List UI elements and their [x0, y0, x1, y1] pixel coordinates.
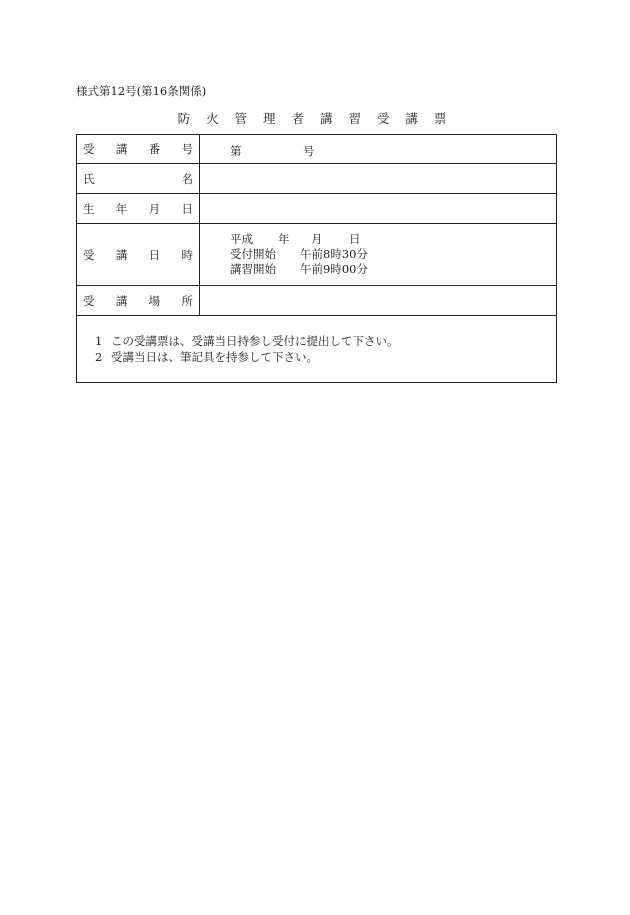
- label-char: 番: [148, 142, 161, 156]
- day-unit: 日: [349, 232, 361, 246]
- label-char: 氏: [83, 171, 95, 186]
- label-char: 日: [148, 247, 161, 262]
- lecture-start-time: 午前9時00分: [300, 262, 368, 276]
- label-char: 受: [83, 142, 95, 156]
- month-unit: 月: [311, 232, 323, 246]
- label-char: 時: [181, 247, 193, 262]
- row-attendance-number: [77, 135, 557, 164]
- label-char: 所: [181, 293, 193, 308]
- label-birth-date: [77, 194, 200, 224]
- document-title: 防 火 管 理 者 講 習 受 講 票: [177, 111, 453, 126]
- row-attendance-place: [77, 286, 557, 316]
- reception-start-line: [230, 247, 556, 262]
- note-number: 2: [95, 350, 103, 364]
- lecture-start-line: [230, 262, 556, 277]
- field-attendance-place[interactable]: [200, 286, 557, 316]
- label-char: 号: [181, 142, 193, 156]
- reception-start-label: 受付開始: [230, 247, 276, 261]
- label-char: 講: [115, 142, 128, 156]
- label-attendance-place: [77, 286, 200, 316]
- row-birth-date: [77, 194, 557, 224]
- number-prefix: 第: [230, 144, 242, 158]
- note-item: [95, 349, 556, 365]
- label-name: [77, 164, 200, 194]
- note-text: この受講票は、受講当日持参し受付に提出して下さい。: [111, 334, 399, 348]
- label-char: 月: [148, 201, 161, 216]
- label-char: 日: [181, 201, 193, 216]
- row-notes: [77, 316, 557, 383]
- note-text: 受講当日は、筆記具を持参して下さい。: [111, 350, 318, 364]
- number-suffix: 号: [303, 144, 315, 158]
- label-char: 生: [83, 201, 95, 216]
- field-birth-date[interactable]: [200, 194, 557, 224]
- note-number: 1: [95, 334, 103, 348]
- field-attendance-datetime[interactable]: [200, 224, 557, 286]
- label-char: 受: [83, 247, 95, 262]
- year-unit: 年: [278, 232, 290, 246]
- reception-start-time: 午前8時30分: [300, 247, 368, 261]
- note-item: [95, 333, 556, 349]
- label-char: 受: [83, 293, 95, 308]
- row-name: [77, 164, 557, 194]
- lecture-start-label: 講習開始: [230, 262, 276, 276]
- date-line: [230, 232, 556, 247]
- form-reference: 様式第12号(第16条関係): [76, 84, 207, 98]
- field-attendance-number[interactable]: [200, 135, 557, 164]
- notes-cell: [77, 316, 557, 383]
- label-char: 講: [115, 293, 128, 308]
- label-char: 場: [148, 293, 161, 308]
- label-char: 年: [115, 201, 128, 216]
- label-char: 講: [115, 247, 128, 262]
- row-attendance-datetime: [77, 224, 557, 286]
- label-char: 名: [181, 171, 193, 186]
- field-name[interactable]: [200, 164, 557, 194]
- era-name: 平成: [230, 232, 253, 246]
- label-attendance-datetime: [77, 224, 200, 286]
- label-attendance-number: [77, 135, 200, 164]
- attendance-ticket-table: [76, 134, 557, 383]
